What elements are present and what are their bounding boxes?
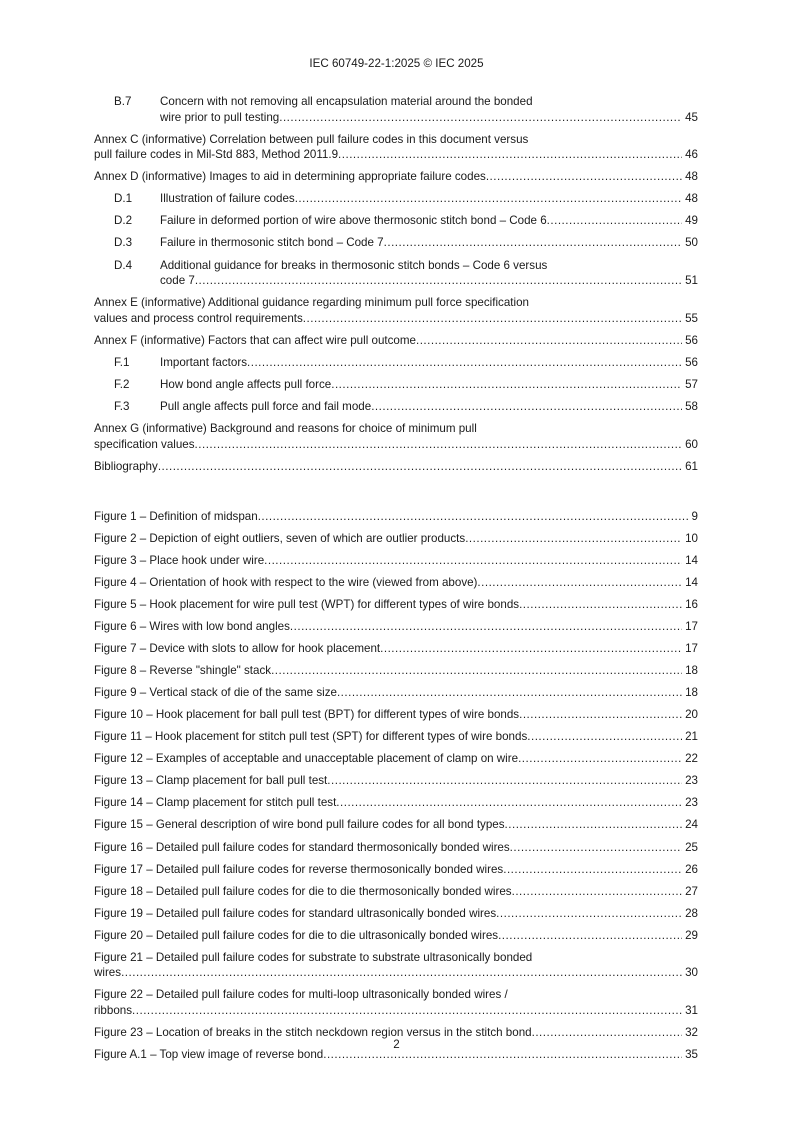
entry-title: Figure 3 – Place hook under wire	[94, 553, 265, 567]
dot-leader	[527, 729, 682, 745]
entry-title: Figure 18 – Detailed pull failure codes for die to die thermosonically bonded wires	[94, 884, 512, 898]
entry-title: Figure A.1 – Top view image of reverse bond	[94, 1047, 324, 1061]
entry-page: 45	[685, 110, 698, 124]
entry-title: Figure 9 – Vertical stack of die of the same size	[94, 686, 337, 700]
entry-line	[94, 906, 698, 922]
dot-leader	[510, 840, 682, 856]
entry-title: Figure 23 – Location of breaks in the stitch neckdown region versus in the stitch bond	[94, 1025, 532, 1039]
entry-number: D.3	[114, 236, 133, 250]
entry-line	[94, 773, 698, 789]
entry-title: Figure 13 – Clamp placement for ball pull test	[94, 774, 328, 788]
dot-leader	[303, 311, 682, 327]
entry-line-continued	[94, 311, 698, 327]
entry-line	[94, 987, 698, 1003]
entry-line-continued	[94, 110, 698, 126]
dot-leader	[271, 663, 682, 679]
entry-title-continued: values and process control requirements	[94, 311, 303, 325]
entry-line	[94, 751, 698, 767]
entry-title: Annex D (informative) Images to aid in determining appropriate failure codes	[94, 170, 486, 184]
dot-leader	[338, 147, 682, 163]
entry-line	[94, 213, 698, 229]
entry-line	[94, 355, 698, 371]
figure-entry[interactable]	[94, 509, 698, 525]
entry-page: 56	[685, 355, 698, 369]
dot-leader	[327, 773, 682, 789]
entry-title: Figure 17 – Detailed pull failure codes for reverse thermosonically bonded wires	[94, 862, 504, 876]
entry-line	[94, 132, 698, 148]
entry-title: Figure 21 – Detailed pull failure codes for substrate to substrate ultrasonically bonded	[94, 950, 533, 964]
entry-title: Figure 6 – Wires with low bond angles	[94, 620, 290, 634]
entry-title-continued: ribbons	[94, 1003, 133, 1017]
figure-entry[interactable]	[94, 553, 698, 569]
entry-line	[94, 169, 698, 185]
entry-page: 23	[685, 796, 698, 810]
entry-line	[94, 729, 698, 745]
entry-page: 29	[685, 928, 698, 942]
entry-title: Figure 4 – Orientation of hook with respect to the wire (viewed from above)	[94, 575, 478, 589]
entry-line	[94, 509, 698, 525]
entry-page: 10	[685, 531, 698, 545]
entry-page: 60	[685, 437, 698, 451]
entry-title: Figure 2 – Depiction of eight outliers, seven of which are outlier products	[94, 531, 466, 545]
entry-line	[94, 597, 698, 613]
toc-entry[interactable]	[94, 94, 698, 125]
entry-line	[94, 377, 698, 393]
figure-entry[interactable]	[94, 795, 698, 811]
entry-page: 18	[685, 664, 698, 678]
toc-entry[interactable]	[94, 421, 698, 452]
entry-page: 14	[685, 575, 698, 589]
entry-line	[94, 191, 698, 207]
dot-leader	[336, 795, 682, 811]
dot-leader	[195, 273, 682, 289]
entry-line	[94, 531, 698, 547]
entry-page: 26	[685, 862, 698, 876]
entry-title: Figure 14 – Clamp placement for stitch pull test	[94, 796, 337, 810]
entry-page: 48	[685, 170, 698, 184]
entry-page: 48	[685, 192, 698, 206]
dot-leader	[519, 707, 682, 723]
entry-title: Figure 15 – General description of wire bond pull failure codes for all bond types	[94, 818, 505, 832]
dot-leader	[158, 459, 682, 475]
entry-page: 28	[685, 906, 698, 920]
entry-title: Illustration of failure codes	[160, 192, 295, 206]
dot-leader	[519, 597, 682, 613]
entry-page: 20	[685, 708, 698, 722]
entry-line	[94, 619, 698, 635]
entry-title: Figure 1 – Definition of midspan	[94, 509, 258, 523]
entry-page: 35	[685, 1047, 698, 1061]
figure-entry[interactable]	[94, 641, 698, 657]
entry-line	[94, 553, 698, 569]
entry-title: Figure 12 – Examples of acceptable and unacceptable placement of clamp on wire	[94, 752, 519, 766]
entry-page: 17	[685, 642, 698, 656]
toc-list	[94, 94, 698, 474]
entry-title: Annex E (informative) Additional guidance regarding minimum pull force specification	[94, 296, 529, 310]
entry-line-continued	[94, 147, 698, 163]
entry-title: Annex F (informative) Factors that can affect wire pull outcome	[94, 333, 416, 347]
toc-entry[interactable]	[94, 295, 698, 326]
entry-page: 58	[685, 400, 698, 414]
entry-page: 24	[685, 818, 698, 832]
entry-line	[94, 817, 698, 833]
entry-number: F.1	[114, 355, 130, 369]
entry-line	[94, 235, 698, 251]
entry-line	[94, 884, 698, 900]
entry-line	[94, 575, 698, 591]
dot-leader	[258, 509, 689, 525]
entry-line	[94, 928, 698, 944]
entry-line	[94, 663, 698, 679]
dot-leader	[295, 191, 682, 207]
dot-leader	[503, 862, 682, 878]
page-header: IEC 60749-22-1:2025 © IEC 2025	[309, 57, 484, 70]
figure-entry[interactable]	[94, 884, 698, 900]
dot-leader	[121, 965, 682, 981]
entry-title: Figure 20 – Detailed pull failure codes for die to die ultrasonically bonded wires	[94, 928, 499, 942]
dot-leader	[384, 235, 682, 251]
entry-page: 50	[685, 236, 698, 250]
entry-page: 14	[685, 553, 698, 567]
entry-line	[94, 459, 698, 475]
dot-leader	[331, 377, 682, 393]
figure-entry[interactable]	[94, 619, 698, 635]
entry-line-continued	[94, 965, 698, 981]
figure-entry[interactable]	[94, 751, 698, 767]
entry-title: Bibliography	[94, 459, 158, 473]
entry-page: 46	[685, 148, 698, 162]
entry-number: F.3	[114, 400, 130, 414]
entry-page: 27	[685, 884, 698, 898]
figure-entry[interactable]	[94, 987, 698, 1018]
dot-leader	[496, 906, 682, 922]
figure-entry[interactable]	[94, 531, 698, 547]
dot-leader	[498, 928, 682, 944]
dot-leader	[477, 575, 682, 591]
entry-title-continued: wire prior to pull testing	[160, 110, 280, 124]
entry-title: Figure 11 – Hook placement for stitch pull test (SPT) for different types of wire bonds	[94, 730, 528, 744]
dot-leader	[195, 437, 683, 453]
entry-title: Important factors	[160, 355, 247, 369]
dot-leader	[486, 169, 682, 185]
page-number: 2	[393, 1038, 400, 1051]
toc-entry[interactable]	[94, 191, 698, 207]
entry-line	[94, 258, 698, 274]
entry-line	[94, 399, 698, 415]
entry-page: 31	[685, 1003, 698, 1017]
entry-number: B.7	[114, 95, 132, 108]
dot-leader	[512, 884, 682, 900]
entry-page: 56	[685, 333, 698, 347]
entry-page: 23	[685, 774, 698, 788]
entry-title: Figure 5 – Hook placement for wire pull test (WPT) for different types of wire bonds	[94, 598, 520, 611]
entry-number: F.2	[114, 377, 130, 391]
toc-entry[interactable]	[94, 459, 698, 475]
toc-entry[interactable]	[94, 258, 698, 289]
entry-line	[94, 333, 698, 349]
dot-leader	[290, 619, 682, 635]
dot-leader	[416, 333, 682, 349]
entry-line	[94, 641, 698, 657]
entry-page: 61	[685, 459, 698, 473]
entry-number: D.1	[114, 192, 133, 206]
figure-entry[interactable]	[94, 862, 698, 878]
entry-number: D.4	[114, 258, 133, 272]
dot-leader	[380, 641, 682, 657]
entry-line	[94, 685, 698, 701]
figure-entry[interactable]	[94, 773, 698, 789]
entry-title-continued: code 7	[160, 274, 195, 288]
figure-entry[interactable]	[94, 663, 698, 679]
entry-page: 32	[685, 1025, 698, 1039]
dot-leader	[247, 355, 682, 371]
entry-title: Failure in thermosonic stitch bond – Code 7	[160, 236, 384, 250]
dot-leader	[132, 1003, 682, 1019]
figure-list	[94, 509, 698, 1063]
entry-title: Figure 19 – Detailed pull failure codes for standard ultrasonically bonded wires	[94, 906, 497, 920]
entry-line-continued	[94, 1003, 698, 1019]
entry-title: Figure 8 – Reverse "shingle" stack	[94, 664, 272, 678]
dot-leader	[337, 685, 682, 701]
entry-title-continued: wires	[94, 966, 122, 980]
entry-title: Figure 7 – Device with slots to allow for hook placement	[94, 642, 381, 656]
figure-entry[interactable]	[94, 840, 698, 856]
section-gap	[94, 481, 698, 509]
entry-title: Figure 10 – Hook placement for ball pull test (BPT) for different types of wire bonds	[94, 708, 520, 722]
dot-leader	[547, 213, 682, 229]
figure-entry[interactable]	[94, 928, 698, 944]
figure-entry[interactable]	[94, 685, 698, 701]
figure-entry[interactable]	[94, 575, 698, 591]
entry-line-continued	[94, 273, 698, 289]
entry-title: Annex G (informative) Background and reasons for choice of minimum pull	[94, 422, 477, 436]
figure-entry[interactable]	[94, 707, 698, 723]
toc-entry[interactable]	[94, 213, 698, 229]
entry-page: 16	[685, 598, 698, 611]
entry-page: 22	[685, 752, 698, 766]
entry-title-continued: specification values	[94, 437, 195, 451]
entry-title: Additional guidance for breaks in thermosonic stitch bonds – Code 6 versus	[160, 258, 548, 272]
table-of-contents	[94, 94, 698, 1069]
entry-page: 57	[685, 377, 698, 391]
entry-line	[94, 840, 698, 856]
figure-entry[interactable]	[94, 817, 698, 833]
entry-title: Annex C (informative) Correlation between pull failure codes in this document versus	[94, 132, 529, 146]
toc-entry[interactable]	[94, 399, 698, 415]
toc-entry[interactable]	[94, 132, 698, 163]
entry-line	[94, 950, 698, 966]
toc-entry[interactable]	[94, 333, 698, 349]
dot-leader	[505, 817, 683, 833]
entry-page: 17	[685, 620, 698, 634]
toc-entry[interactable]	[94, 235, 698, 251]
entry-line	[94, 94, 698, 110]
dot-leader	[279, 110, 682, 126]
entry-page: 21	[685, 730, 698, 744]
entry-line	[94, 862, 698, 878]
dot-leader	[264, 553, 682, 569]
figure-entry[interactable]	[94, 950, 698, 981]
entry-page: 9	[691, 509, 698, 523]
entry-page: 18	[685, 686, 698, 700]
entry-line	[94, 421, 698, 437]
toc-entry[interactable]	[94, 169, 698, 185]
entry-page: 51	[685, 274, 698, 288]
entry-line-continued	[94, 437, 698, 453]
entry-title: Figure 22 – Detailed pull failure codes for multi-loop ultrasonically bonded wires /	[94, 988, 508, 1002]
toc-entry[interactable]	[94, 377, 698, 393]
entry-number: D.2	[114, 214, 133, 228]
dot-leader	[371, 399, 682, 415]
entry-title: How bond angle affects pull force	[160, 377, 332, 391]
toc-entry[interactable]	[94, 355, 698, 371]
entry-line	[94, 707, 698, 723]
dot-leader	[465, 531, 682, 547]
entry-line	[94, 295, 698, 311]
entry-title: Pull angle affects pull force and fail mode	[160, 400, 372, 414]
dot-leader	[518, 751, 682, 767]
entry-page: 25	[685, 840, 698, 854]
entry-page: 30	[685, 966, 698, 980]
entry-title: Failure in deformed portion of wire above thermosonic stitch bond – Code 6	[160, 214, 547, 228]
entry-title: Concern with not removing all encapsulation material around the bonded	[160, 95, 533, 108]
figure-entry[interactable]	[94, 906, 698, 922]
entry-page: 55	[685, 311, 698, 325]
figure-entry[interactable]	[94, 597, 698, 613]
entry-title: Figure 16 – Detailed pull failure codes for standard thermosonically bonded wires	[94, 840, 510, 854]
entry-title-continued: pull failure codes in Mil-Std 883, Method 2011.9	[94, 148, 339, 162]
entry-page: 49	[685, 214, 698, 228]
figure-entry[interactable]	[94, 729, 698, 745]
entry-line	[94, 795, 698, 811]
